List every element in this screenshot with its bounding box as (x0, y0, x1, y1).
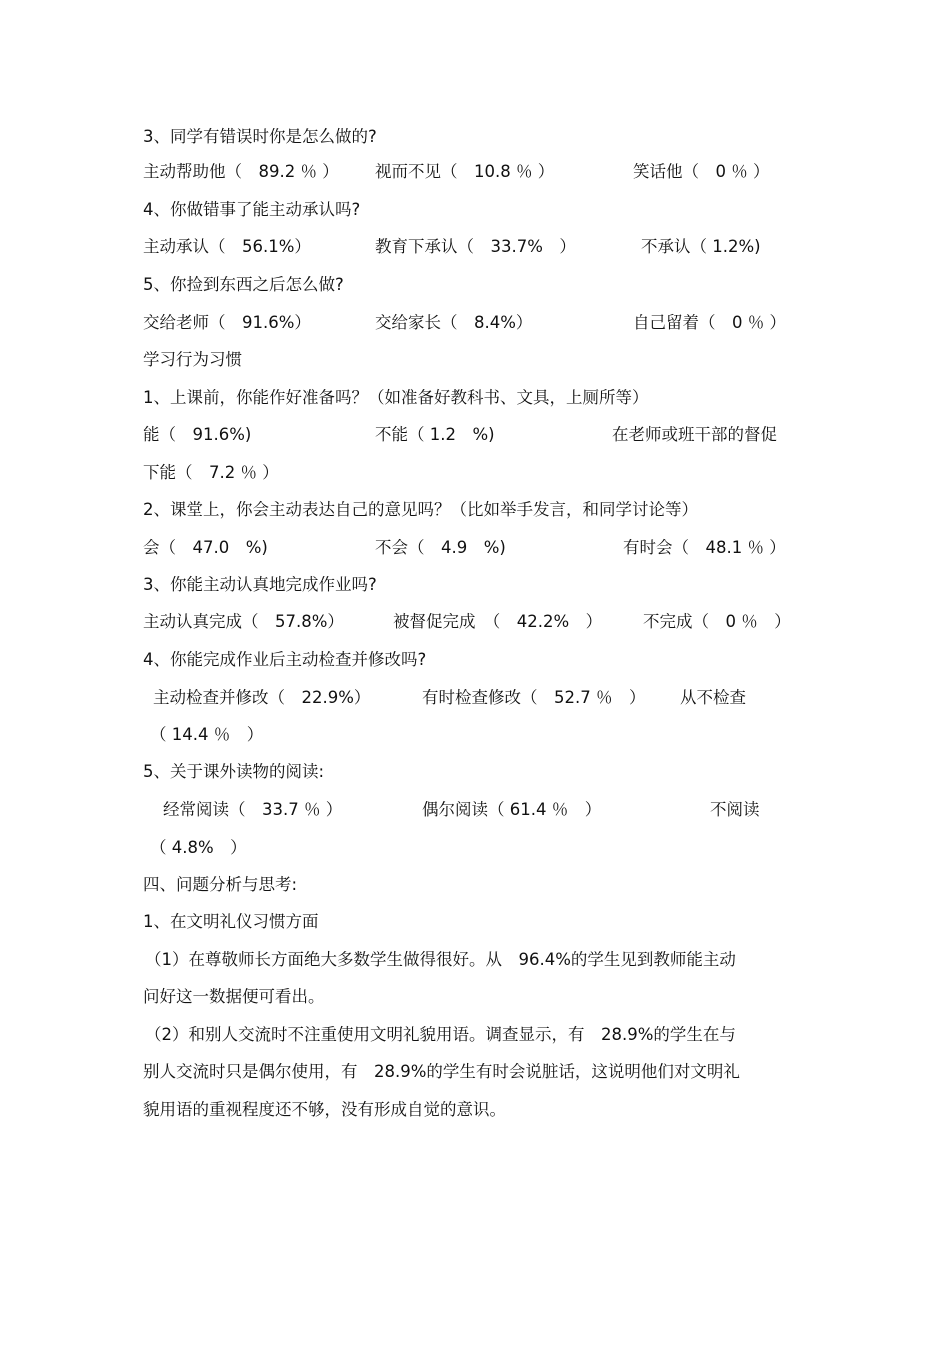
line-text: （ 4.8% ） (150, 838, 247, 857)
answer-option: 有时检查修改（ 52.7 ％ ） (422, 688, 646, 707)
line-text: 下能（ 7.2 ％ ） (143, 463, 279, 482)
answer-option: 在老师或班干部的督促 (612, 425, 777, 444)
answer-option: 偶尔阅读（ 61.4 ％ ） (422, 800, 602, 819)
answer-option: 不承认（ 1.2%) (641, 237, 761, 256)
answer-option: 被督促完成 （ 42.2% ） (393, 612, 603, 631)
question-admit-mistake (0, 195, 950, 225)
section-heading-analysis (0, 870, 950, 900)
line-text: 4、你做错事了能主动承认吗? (143, 200, 361, 219)
line-text: 别人交流时只是偶尔使用，有 28.9%的学生有时会说脏话，这说明他们对文明礼 (143, 1062, 740, 1081)
paragraph-line (0, 982, 950, 1012)
answers-homework (0, 607, 950, 637)
line-text: 3、同学有错误时你是怎么做的? (143, 127, 377, 146)
line-text: 1、上课前，你能作好准备吗？（如准备好教科书、文具，上厕所等） (143, 388, 649, 407)
paragraph-line (0, 1095, 950, 1125)
answer-option: 交给老师（ 91.6%） (143, 313, 311, 332)
answer-option: 交给家长（ 8.4%） (375, 313, 533, 332)
answer-option: 不完成（ 0 ％ ） (643, 612, 791, 631)
line-text: 5、你捡到东西之后怎么做? (143, 275, 344, 294)
answer-option: 不会（ 4.9 %) (375, 538, 506, 557)
section-heading-study-habits (0, 345, 950, 375)
line-text: 4、你能完成作业后主动检查并修改吗? (143, 650, 427, 669)
line-text: 貌用语的重视程度还不够，没有形成自觉的意识。 (143, 1100, 506, 1119)
section-heading: 学习行为习惯 (143, 350, 242, 369)
answers-reading-cont (0, 833, 950, 863)
answers-check-homework-cont (0, 720, 950, 750)
answers-class-prep-cont (0, 458, 950, 488)
line-text: 2、课堂上，你会主动表达自己的意见吗？（比如举手发言，和同学讨论等） (143, 500, 698, 519)
line-text: 3、你能主动认真地完成作业吗? (143, 575, 377, 594)
answers-reading (0, 795, 950, 825)
paragraph-line (0, 1020, 950, 1050)
answer-option: 教育下承认（ 33.7% ） (375, 237, 576, 256)
answer-option: 视而不见（ 10.8 ％ ） (375, 162, 555, 181)
answer-option: 有时会（ 48.1 ％ ） (623, 538, 786, 557)
line-text: （2）和别人交流时不注重使用文明礼貌用语。调查显示，有 28.9%的学生在与 (145, 1025, 736, 1044)
answer-option: 自己留着（ 0 ％ ） (633, 313, 786, 332)
section-heading: 四、问题分析与思考: (143, 875, 298, 894)
subheading-etiquette (0, 907, 950, 937)
line-text: 5、关于课外读物的阅读: (143, 762, 325, 781)
answer-option: 经常阅读（ 33.7 ％ ） (163, 800, 343, 819)
line-text: （ 14.4 ％ ） (150, 725, 264, 744)
answer-option: 从不检查 (680, 688, 746, 707)
answer-option: 主动承认（ 56.1%） (143, 237, 311, 256)
line-text: （1）在尊敬师长方面绝大多数学生做得很好。从 96.4%的学生见到教师能主动 (145, 950, 736, 969)
answers-admit-mistake (0, 232, 950, 262)
line-text: 问好这一数据便可看出。 (143, 987, 325, 1006)
question-express-opinion (0, 495, 950, 525)
answer-option: 不阅读 (710, 800, 760, 819)
answer-option: 主动帮助他（ 89.2 ％ ） (143, 162, 339, 181)
answers-found-item (0, 308, 950, 338)
subheading: 1、在文明礼仪习惯方面 (143, 912, 319, 931)
question-homework (0, 570, 950, 600)
answer-option: 能（ 91.6%) (143, 425, 252, 444)
question-found-item (0, 270, 950, 300)
answers-express-opinion (0, 533, 950, 563)
answer-option: 主动检查并修改（ 22.9%） (153, 688, 371, 707)
answers-peer-mistake (0, 157, 950, 187)
answer-option: 会（ 47.0 %) (143, 538, 268, 557)
question-reading (0, 757, 950, 787)
answers-class-prep (0, 420, 950, 450)
answers-check-homework (0, 683, 950, 713)
answer-option: 笑话他（ 0 ％ ） (633, 162, 770, 181)
question-check-homework (0, 645, 950, 675)
answer-option: 不能（ 1.2 %) (375, 425, 495, 444)
paragraph-line (0, 945, 950, 975)
question-peer-mistake (0, 122, 950, 152)
answer-option: 主动认真完成（ 57.8%） (143, 612, 344, 631)
paragraph-line (0, 1057, 950, 1087)
question-class-prep (0, 383, 950, 413)
